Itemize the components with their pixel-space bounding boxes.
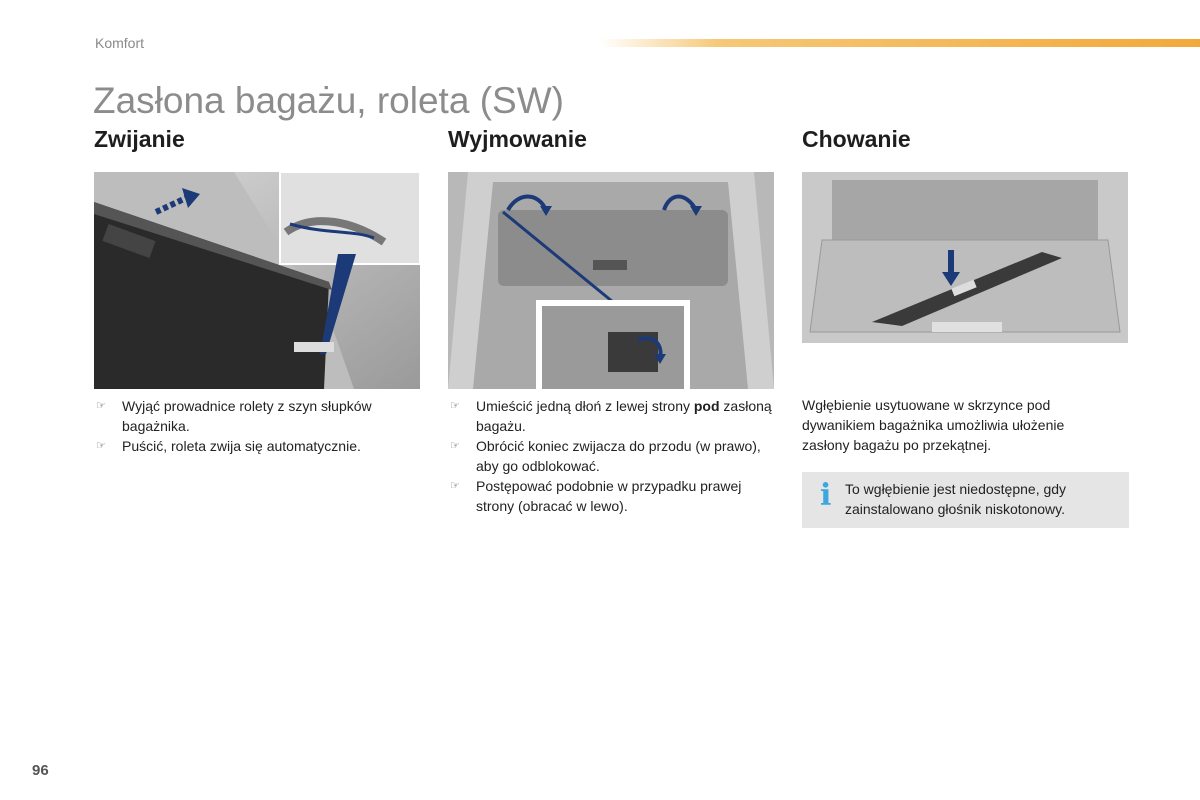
finger-pointer-icon: ☞: [450, 440, 460, 452]
list-item: ☞ Obrócić koniec zwijacza do przodu (w prawo), aby go odblokować.: [450, 438, 761, 474]
list-item: ☞ Puścić, roleta zwija się automatycznie.: [96, 438, 361, 454]
figure-zwijanie: [94, 172, 420, 389]
figure-wyjmowanie-illustration: [448, 172, 774, 389]
figure-zwijanie-illustration: [94, 172, 420, 389]
figure-wyjmowanie: [448, 172, 774, 389]
info-note-text: To wgłębienie jest niedostępne, gdy zainstalowano głośnik niskotonowy.: [845, 481, 1067, 517]
bullets-zwijanie: [94, 396, 414, 456]
page-number: 96: [32, 762, 49, 779]
info-note: [802, 472, 1129, 528]
list-item: ☞ Umieścić jedną dłoń z lewej strony pod zasłoną bagażu.: [450, 398, 772, 434]
heading-wyjmowanie: Wyjmowanie: [448, 126, 587, 152]
figure-chowanie-illustration: [802, 172, 1128, 343]
list-item: ☞ Postępować podobnie w przypadku prawej strony (obracać w lewo).: [450, 478, 742, 514]
heading-zwijanie: Zwijanie: [94, 126, 185, 152]
finger-pointer-icon: ☞: [96, 440, 106, 452]
page-title: Zasłona bagażu, roleta (SW): [93, 80, 564, 121]
list-item: ☞ Wyjąć prowadnice rolety z szyn słupków bagażnika.: [96, 398, 372, 434]
info-icon: i: [820, 478, 832, 513]
finger-pointer-icon: ☞: [450, 400, 460, 412]
finger-pointer-icon: ☞: [96, 400, 106, 412]
header-accent-bar: [600, 39, 1200, 47]
bullets-wyjmowanie: [448, 396, 776, 516]
figure-chowanie: [802, 172, 1128, 343]
finger-pointer-icon: ☞: [450, 480, 460, 492]
section-label: Komfort: [95, 35, 145, 51]
heading-chowanie: Chowanie: [802, 126, 911, 152]
paragraph-chowanie: Wgłębienie usytuowane w skrzynce pod dywanikiem bagażnika umożliwia ułożenie zasłony bagażu po przekątnej.: [802, 397, 1065, 453]
